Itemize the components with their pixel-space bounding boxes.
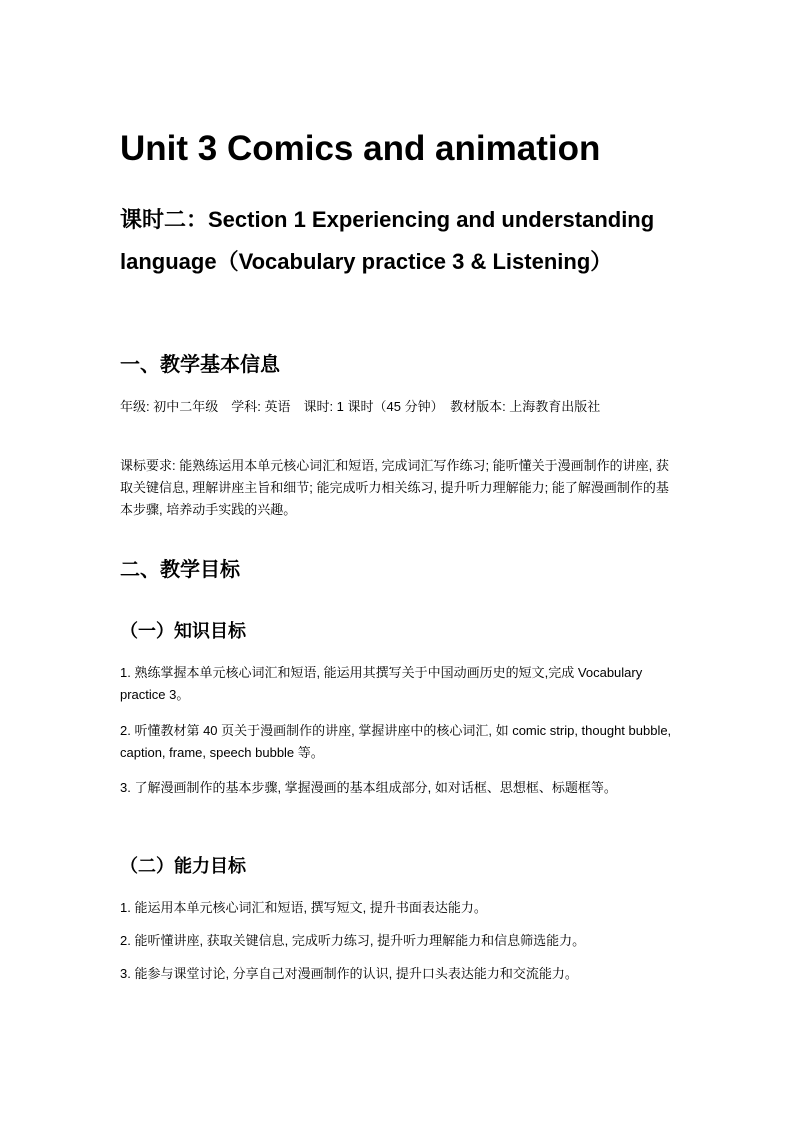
ability-objective-item: 2. 能听懂讲座, 获取关键信息, 完成听力练习, 提升听力理解能力和信息筛选能力。 — [120, 933, 586, 948]
curriculum-requirements-paragraph: 课标要求: 能熟练运用本单元核心词汇和短语, 完成词汇写作练习; 能听懂关于漫画制作的讲座, 获取关键信息, 理解讲座主旨和细节; 能完成听力相关练习, 提升听力理解能力; 能了解漫画制作的基本步骤, 培养动手实践的兴趣。 — [120, 458, 669, 517]
knowledge-objective-item: 2. 听懂教材第 40 页关于漫画制作的讲座, 掌握讲座中的核心词汇, 如 comic strip, thought bubble, caption, frame, speech bubble 等。 — [120, 723, 672, 760]
subheading-ability-objectives: （二）能力目标 — [120, 856, 246, 876]
ability-objective-item: 3. 能参与课堂讨论, 分享自己对漫画制作的认识, 提升口头表达能力和交流能力。 — [120, 966, 578, 981]
subheading-knowledge-objectives: （一）知识目标 — [120, 621, 246, 641]
document-title: Unit 3 Comics and animation — [120, 129, 601, 168]
ability-objective-item: 1. 能运用本单元核心词汇和短语, 撰写短文, 提升书面表达能力。 — [120, 900, 487, 915]
section-heading-basic-info: 一、教学基本信息 — [120, 354, 280, 376]
knowledge-objective-item: 1. 熟练掌握本单元核心词汇和短语, 能运用其撰写关于中国动画历史的短文,完成 Vocabulary practice 3。 — [120, 665, 643, 702]
lesson-title: 课时二：Section 1 Experiencing and understanding language（Vocabulary practice 3 & Listening） — [120, 207, 655, 274]
basic-info-paragraph: 年级: 初中二年级 学科: 英语 课时: 1 课时（45 分钟） 教材版本: 上海教育出版社 — [120, 399, 601, 414]
section-heading-objectives: 二、教学目标 — [120, 559, 240, 581]
knowledge-objective-item: 3. 了解漫画制作的基本步骤, 掌握漫画的基本组成部分, 如对话框、思想框、标题框等。 — [120, 780, 617, 795]
